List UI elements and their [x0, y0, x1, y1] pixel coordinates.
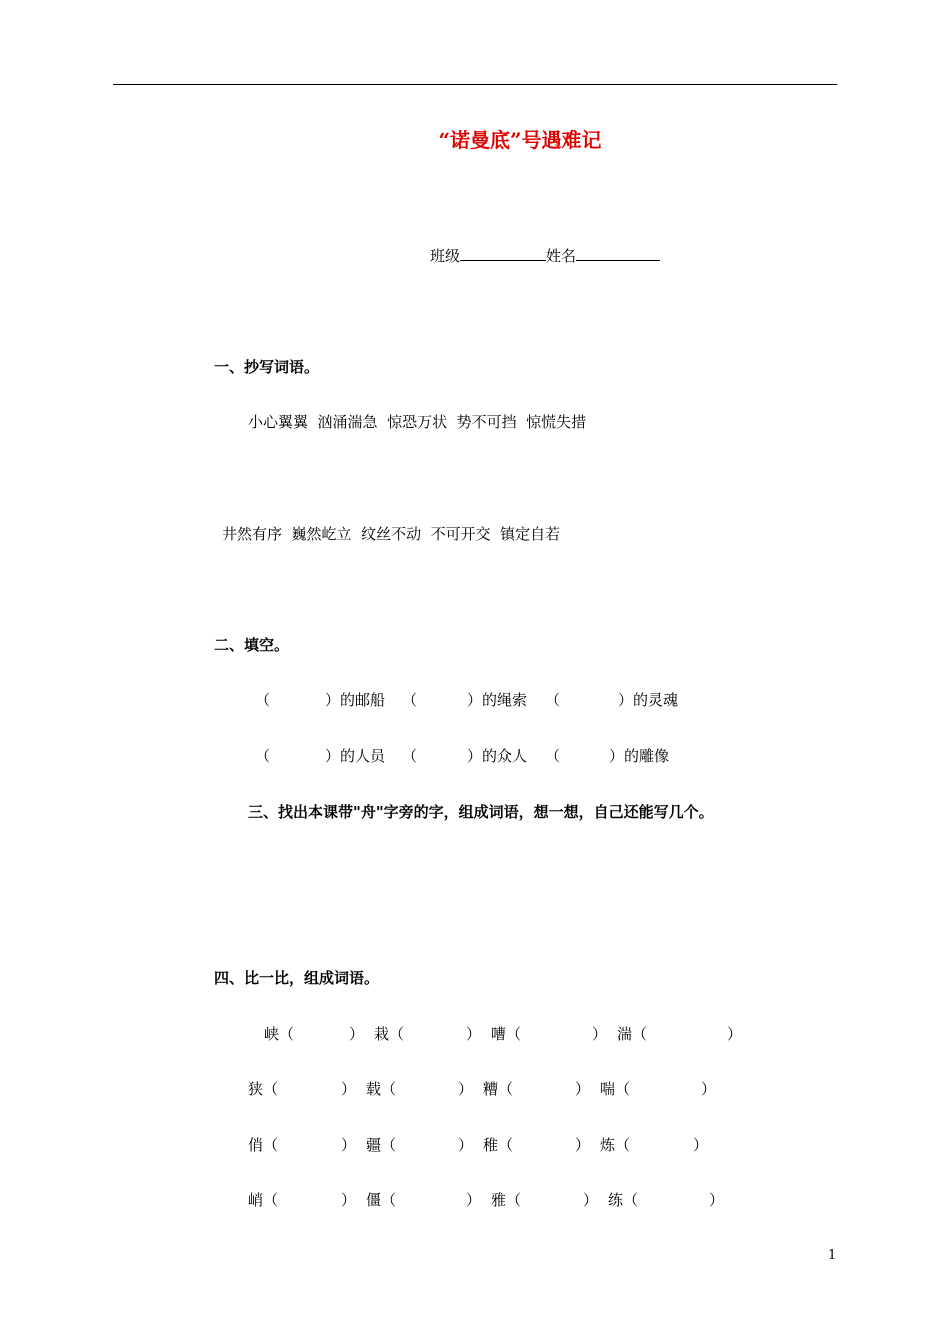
- fill-open-paren: （: [545, 747, 561, 765]
- section-1-heading: 一、抄写词语。: [214, 358, 320, 376]
- section-4-heading: 四、比一比，组成词语。: [214, 969, 380, 987]
- compare-char: 练（: [608, 1191, 639, 1209]
- compare-close-paren: ）: [458, 1080, 474, 1098]
- student-info: [430, 244, 660, 266]
- compare-close-paren: ）: [583, 1191, 599, 1209]
- compare-char: 栽（: [374, 1025, 405, 1043]
- fill-open-paren: （: [255, 691, 271, 709]
- section-3-heading: 三、找出本课带"舟"字旁的字，组成词语，想一想，自己还能写几个。: [248, 803, 714, 821]
- compare-close-paren: ）: [693, 1136, 709, 1154]
- fill-open-paren: （: [402, 691, 418, 709]
- fill-open-paren: （: [545, 691, 561, 709]
- compare-close-paren: ）: [341, 1080, 357, 1098]
- class-label: 班级: [430, 247, 461, 265]
- compare-close-paren: ）: [575, 1080, 591, 1098]
- compare-close-paren: ）: [341, 1191, 357, 1209]
- fill-phrase: ）的众人: [467, 747, 528, 765]
- compare-close-paren: ）: [349, 1025, 365, 1043]
- compare-char: 峭（: [248, 1191, 279, 1209]
- class-blank[interactable]: [460, 244, 546, 261]
- compare-close-paren: ）: [341, 1136, 357, 1154]
- compare-close-paren: ）: [458, 1136, 474, 1154]
- compare-char: 糟（: [483, 1080, 514, 1098]
- name-label: 姓名: [546, 247, 577, 265]
- compare-char: 载（: [366, 1080, 397, 1098]
- page-number: 1: [828, 1248, 837, 1263]
- compare-char: 炼（: [600, 1136, 631, 1154]
- fill-phrase: ）的人员: [325, 747, 386, 765]
- page-title: “诺曼底”号遇难记: [438, 128, 602, 152]
- compare-close-paren: ）: [575, 1136, 591, 1154]
- fill-phrase: ）的雕像: [609, 747, 670, 765]
- compare-char: 嘈（: [491, 1025, 522, 1043]
- fill-open-paren: （: [255, 747, 271, 765]
- compare-close-paren: ）: [727, 1025, 743, 1043]
- compare-char: 喘（: [600, 1080, 631, 1098]
- compare-close-paren: ）: [701, 1080, 717, 1098]
- section-2-heading: 二、填空。: [214, 636, 290, 654]
- compare-close-paren: ）: [592, 1025, 608, 1043]
- fill-phrase: ）的邮船: [325, 691, 386, 709]
- fill-phrase: ）的灵魂: [618, 691, 679, 709]
- copy-words-line-1: 小心翼翼 汹涌湍急 惊恐万状 势不可挡 惊慌失措: [248, 413, 587, 431]
- compare-char: 俏（: [248, 1136, 279, 1154]
- compare-char: 疆（: [366, 1136, 397, 1154]
- compare-char: 湍（: [617, 1025, 648, 1043]
- compare-char: 峡（: [264, 1025, 295, 1043]
- copy-words-line-2: 井然有序 巍然屹立 纹丝不动 不可开交 镇定自若: [222, 525, 561, 543]
- compare-char: 僵（: [366, 1191, 397, 1209]
- fill-open-paren: （: [402, 747, 418, 765]
- fill-phrase: ）的绳索: [467, 691, 528, 709]
- header-rule: [113, 84, 837, 85]
- compare-char: 雅（: [491, 1191, 522, 1209]
- compare-close-paren: ）: [466, 1191, 482, 1209]
- compare-close-paren: ）: [709, 1191, 725, 1209]
- name-blank[interactable]: [576, 244, 660, 261]
- compare-char: 稚（: [483, 1136, 514, 1154]
- compare-close-paren: ）: [466, 1025, 482, 1043]
- compare-char: 狭（: [248, 1080, 279, 1098]
